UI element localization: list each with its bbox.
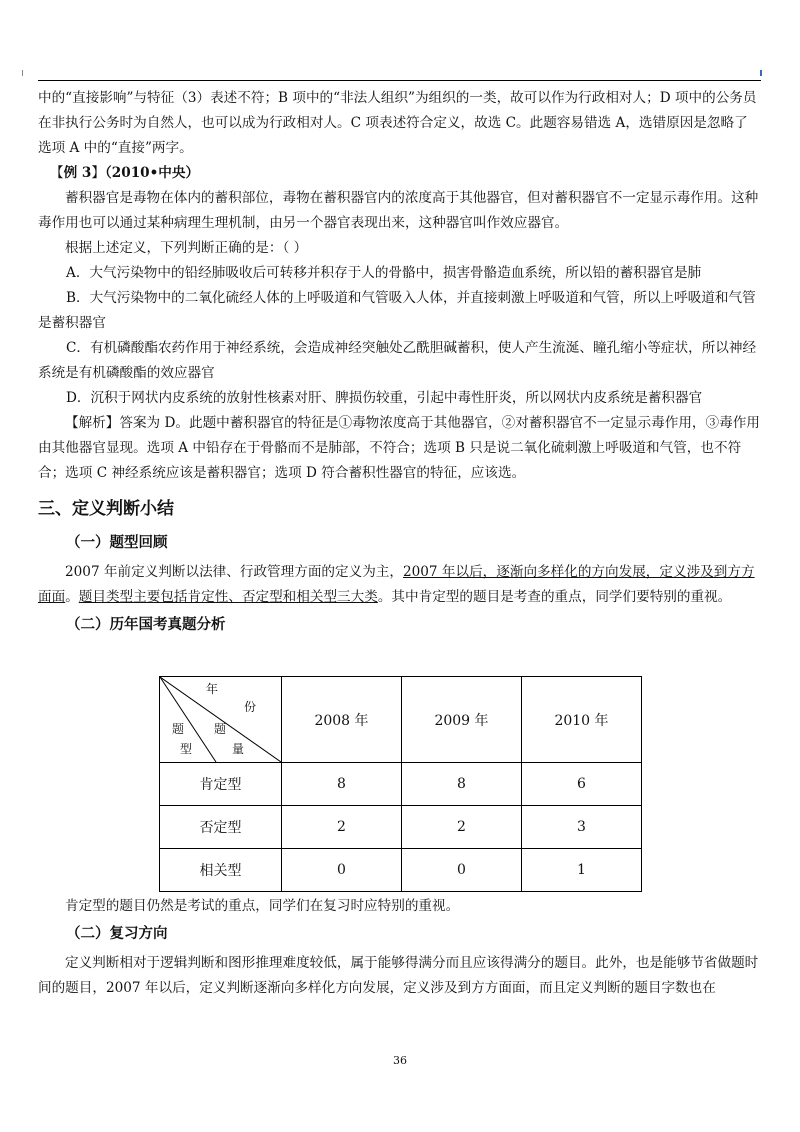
page-number: 36: [393, 1054, 407, 1067]
count-cell: 8: [402, 763, 522, 806]
option-c: C．有机磷酸酯农药作用于神经系统，会造成神经突触处乙酰胆碱蓄积，使人产生流涎、瞳孔缩小等症状，所以神经系统是有机磷酸酯的效应器官: [38, 340, 757, 381]
page-content: [38, 86, 761, 1001]
example-question: 根据上述定义，下列判断正确的是：（ ）: [65, 240, 308, 256]
header-rule: [38, 80, 761, 81]
count-cell: 2: [282, 806, 402, 849]
diagonal-line-main: [160, 677, 281, 762]
section-title: 三、定义判断小结: [38, 499, 174, 519]
example-bracket-close: 】: [91, 165, 105, 181]
review-text-c: 。其中肯定型的题目是考查的重点，同学们要特别的重视。: [377, 589, 732, 605]
option-b: B．大气污染物中的二氧化硫经人体的上呼吸道和气管吸入人体，并直接刺激上呼吸道和气管，所以上呼吸道和气管是蓄积器官: [38, 290, 756, 331]
year-header-2009: 2009 年: [402, 677, 522, 763]
option-d: D．沉积于网状内皮系统的放射性核素对肝、脾损伤较重，引起中毒性肝炎，所以网状内皮系统是蓄积器官: [66, 390, 703, 406]
table-row: [160, 806, 642, 849]
count-cell: 8: [282, 763, 402, 806]
example-source: （2010•中央）: [104, 165, 200, 181]
count-cell: 1: [522, 849, 642, 892]
count-cell: 0: [402, 849, 522, 892]
corner-label-fen: 份: [244, 700, 257, 714]
corner-label-liang: 量: [232, 742, 245, 756]
analysis-paragraph: [38, 411, 761, 486]
review-text-b: 。: [65, 589, 79, 605]
year-header-2010: 2010 年: [522, 677, 642, 763]
intro-paragraph: 中的“直接影响”与特征（3）表述不符；B 项中的“非法人组织”为组织的一类，故可以作为行政相对人；D 项中的公务员在非执行公务时为自然人，也可以成为行政相对人。C 项表述符合定义，故选 C。此题容易错选 A，选错原因是忽略了选项 A 中的“直接”两字。: [38, 90, 757, 156]
example-heading: [38, 161, 761, 186]
review-underline-2: 题目类型主要包括肯定性、否定型和相关型三大类: [78, 589, 378, 605]
corner-label-nian: 年: [206, 682, 219, 696]
stats-table-wrap: [159, 676, 761, 892]
table-note: 肯定型的题目仍然是考试的重点，同学们在复习时应特别的重视。: [65, 898, 460, 914]
count-cell: 0: [282, 849, 402, 892]
diagonal-header-cell: [160, 677, 282, 763]
table-row: [160, 763, 642, 806]
table-row: [160, 849, 642, 892]
subsection-analysis-title: （二）历年国考真题分析: [66, 617, 226, 633]
example-bracket-open: 【: [50, 165, 64, 181]
row-type-cell: 相关型: [160, 849, 282, 892]
option-a: A．大气污染物中的铅经肺吸收后可转移并积存于人的骨骼中，损害骨骼造血系统，所以铅的蓄积器官是肺: [66, 265, 702, 281]
review-underline-1: 2007 年以后，逐渐向多样化的方向发展，定义涉及到方方面面: [38, 564, 755, 605]
review-paragraph: [38, 560, 761, 610]
table-header-row: [160, 677, 642, 763]
analysis-label: 【解析】: [65, 415, 120, 431]
year-header-2008: 2008 年: [282, 677, 402, 763]
corner-label-xing: 型: [180, 742, 193, 756]
count-cell: 3: [522, 806, 642, 849]
row-type-cell: 肯定型: [160, 763, 282, 806]
margin-mark-left: [22, 70, 23, 76]
subsection-review-title: （一）题型回顾: [66, 535, 168, 551]
stats-table: [159, 676, 642, 892]
analysis-text: 答案为 D。此题中蓄积器官的特征是①毒物浓度高于其他器官，②对蓄积器官不一定显示毒作用，③毒作用由其他器官显现。选项 A 中铅存在于骨骼而不是肺部，不符合；选项 B 只是说二氧化硫刺激上呼吸道和气管，也不符合；选项 C 神经系统应该是蓄积器官；选项 D 符合蓄积性器官的特征，应该选。: [38, 415, 760, 481]
margin-mark-right: [760, 70, 762, 76]
review-text-a: 2007 年前定义判断以法律、行政管理方面的定义为主，: [65, 564, 403, 580]
count-cell: 6: [522, 763, 642, 806]
diagonal-lines: [160, 677, 281, 762]
row-type-cell: 否定型: [160, 806, 282, 849]
review-direction-paragraph: 定义判断相对于逻辑判断和图形推理难度较低，属于能够得满分而且应该得满分的题目。此外，也是能够节省做题时间的题目，2007 年以后，定义判断逐渐向多样化方向发展，定义涉及到方方面面，而且定义判断的题目字数也在: [38, 955, 759, 996]
count-cell: 2: [402, 806, 522, 849]
example-stem: 蓄积器官是毒物在体内的蓄积部位，毒物在蓄积器官内的浓度高于其他器官，但对蓄积器官不一定显示毒作用。这种毒作用也可以通过某种病理生理机制，由另一个器官表现出来，这种器官叫作效应器官。: [38, 190, 759, 231]
corner-label-ti-left: 题: [172, 722, 185, 736]
corner-label-ti-mid: 题: [214, 722, 227, 736]
subsection-review-direction-title: （二）复习方向: [66, 926, 168, 942]
example-label: 例 3: [63, 165, 92, 181]
